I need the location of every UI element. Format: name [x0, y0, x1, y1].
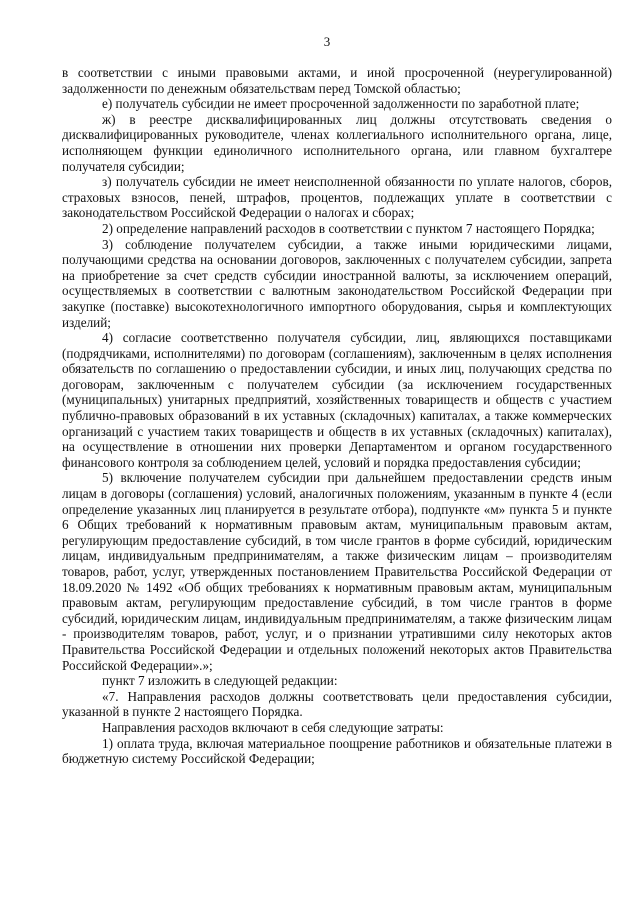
paragraph-expenses-intro: Направления расходов включают в себя следующие затраты:	[102, 719, 444, 735]
document-body	[62, 65, 612, 767]
paragraph-continuation: в соответствии с иными правовыми актами, и иной просроченной (неурегулированной) задолженности по денежным обязательствам перед Томской областью;	[62, 65, 612, 96]
paragraph-clause-7: «7. Направления расходов должны соответствовать цели предоставления субсидии, указанной в пункте 2 настоящего Порядка.	[62, 688, 612, 720]
paragraph-item-4: 4) согласие соответственно получателя субсидии, лиц, являющихся поставщиками (подрядчиками, исполнителями) по договорам (соглашениям), заключенным в целях исполнения обязательств по соглашению о предоставлении субсидии, и иных лиц, получающих средства по договорам, заключенным с получателем субсидии (за исключением государственных (муниципальных) унитарных предприятий, хозяйственных товариществ и обществ с участием публично-правовых образований в их уставных (складочных) капиталах, а также коммерческих организаций с участием таких товариществ и обществ в их уставных (складочных) капиталах), на осуществление в отношении них проверки Департаментом и органом государственного финансового контроля за соблюдением целей, условий и порядка предоставления субсидии;	[62, 330, 612, 470]
paragraph-item-zh: ж) в реестре дисквалифицированных лиц должны отсутствовать сведения о дисквалифицированных руководителе, членах коллегиального исполнительного органа, лице, исполняющем функции единоличного исполнительного органа, или главном бухгалтере получателя субсидии;	[62, 111, 612, 174]
page-number: 3	[323, 34, 331, 49]
paragraph-item-e: е) получатель субсидии не имеет просроченной задолженности по заработной плате;	[102, 96, 580, 112]
paragraph-item-5: 5) включение получателем субсидии при дальнейшем предоставлении средств иным лицам в договоры (соглашения) условий, аналогичных положениям, указанным в пункте 4 (если определение указанных лиц планируется в результате отбора), подпункте «м» пункта 5 и пункте 6 Общих требований к нормативным правовым актам, муниципальным правовым актам, регулирующим предоставление субсидий, в том числе грантов в форме субсидий, юридическим лицам, индивидуальным предпринимателям, а также физическим лицам – производителям товаров, работ, услуг, утвержденных постановлением Правительства Российской Федерации от 18.09.2020 № 1492 «Об общих требованиях к нормативным правовым актам, муниципальным правовым актам, регулирующим предоставление субсидий, в том числе грантов в форме субсидий, юридическим лицам, индивидуальным предпринимателям, а также физическим лицам - производителям товаров, работ, услуг, и о признании утратившими силу некоторых актов Правительства Российской Федерации и отдельных положений некоторых актов Правительства Российской Федерации».»;	[62, 470, 612, 673]
paragraph-item-3: 3) соблюдение получателем субсидии, а также иными юридическими лицами, получающими средства на основании договоров, заключенных с получателем субсидии, запрета на приобретение за счет средств субсидии иностранной валюты, за исключением операций, осуществляемых в соответствии с валютным законодательством Российской Федерации при закупке (поставке) высокотехнологичного импортного оборудования, сырья и комплектующих изделий;	[62, 236, 612, 330]
paragraph-expense-1: 1) оплата труда, включая материальное поощрение работников и обязательные платежи в бюджетную систему Российской Федерации;	[62, 735, 612, 767]
paragraph-item-z: з) получатель субсидии не имеет неисполненной обязанности по уплате налогов, сборов, страховых взносов, пеней, штрафов, процентов, подлежащих уплате в соответствии с законодательством Российской Федерации о налогах и сборах;	[62, 174, 612, 221]
paragraph-item-2: 2) определение направлений расходов в соответствии с пунктом 7 настоящего Порядка;	[102, 220, 595, 236]
paragraph-amendment-intro: пункт 7 изложить в следующей редакции:	[102, 673, 338, 689]
